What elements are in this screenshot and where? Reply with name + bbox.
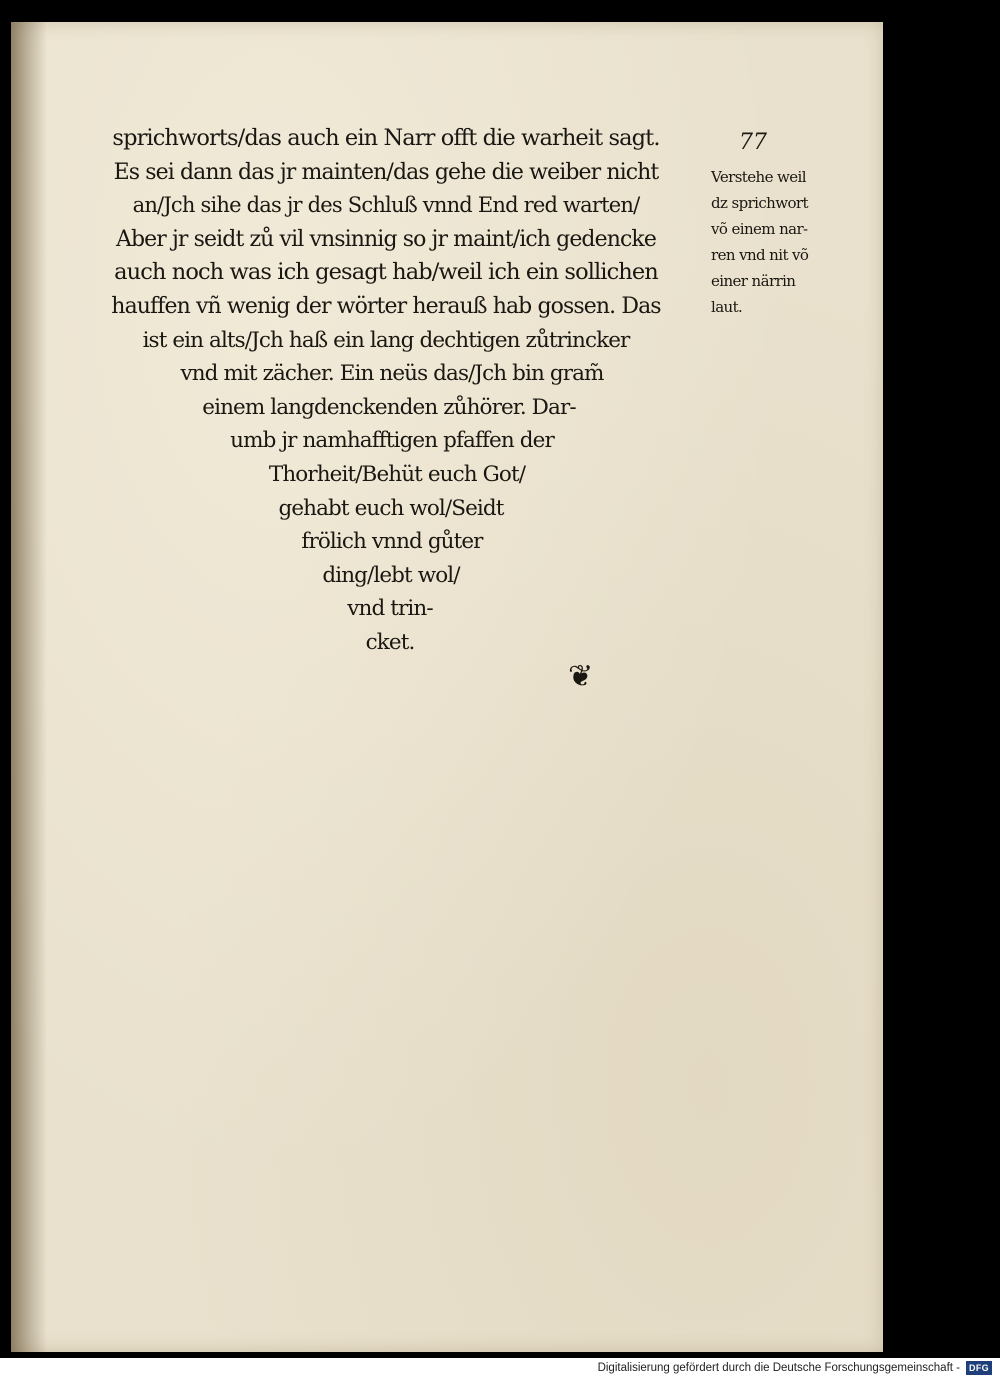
text-line: vnd mit zächer. Ein neüs das/Jch bin gram̃ [180,361,604,387]
margin-note-line: einer närrin [711,272,796,290]
text-line: vnd trin- [347,596,433,622]
text-line: hauffen vñ wenig der wörter herauß hab gossen. Das [111,293,661,319]
margin-note-line: dz sprichwort [711,194,808,212]
text-line: an/Jch sihe das jr des Schluß vnnd End red warten/ [132,193,640,218]
margin-note-line: ren vnd nit võ [711,246,809,264]
page-number: 77 [739,130,767,155]
book-page [11,22,883,1352]
fleuron-ornament: ❦ [568,659,594,694]
main-text-block [41,122,731,660]
text-line: Es sei dann das jr mainten/das gehe die weiber nicht [113,159,659,185]
text-line: frölich vnnd gůter [301,529,483,555]
text-line: einem langdenckenden zůhörer. Dar- [202,394,576,420]
text-line: ist ein alts/Jch haß ein lang dechtigen zůtrincker [142,327,630,353]
text-line: umb jr namhafftigen pfaffen der [230,428,554,454]
margin-note-line: Verstehe weil [711,168,806,186]
footer-bar [0,1358,1000,1379]
margin-note-line: laut. [711,298,743,316]
margin-note [711,164,871,320]
text-line: ding/lebt wol/ [322,562,460,588]
dfg-logo[interactable]: DFG [966,1361,992,1375]
text-line: auch noch was ich gesagt hab/weil ich ein sollichen [114,259,658,286]
text-line: sprichworts/das auch ein Narr offt die warheit sagt. [112,125,660,151]
funding-credit: Digitalisierung gefördert durch die Deutsche Forschungsgemeinschaft - [597,1362,960,1374]
text-line: Thorheit/Behüt euch Got/ [268,461,526,487]
text-line: cket. [365,629,415,655]
text-line: Aber jr seidt zů vil vnsinnig so jr maint/ich gedencke [116,226,656,252]
margin-note-line: võ einem nar- [711,220,808,238]
text-line: gehabt euch wol/Seidt [278,495,504,521]
